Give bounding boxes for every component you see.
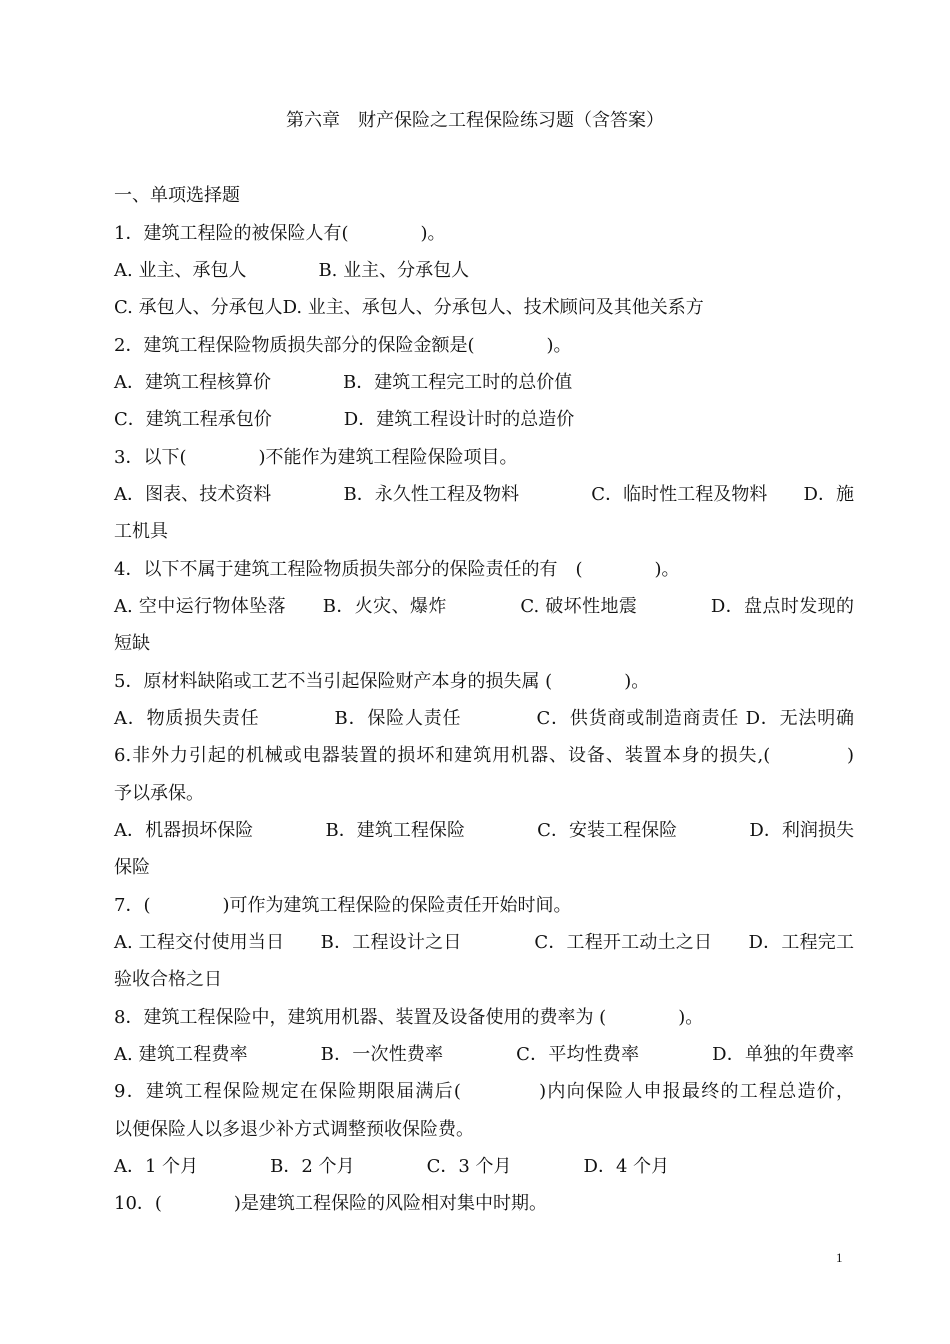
section-heading: 一、单项选择题 xyxy=(114,185,240,206)
question-1-options-cd: C. 承包人、分承包人D. 业主、承包人、分承包人、技术顾问及其他关系方 xyxy=(114,297,704,318)
question-9: 9．建筑工程保险规定在保险期限届满后( )内向保险人申报最终的工程总造价， xyxy=(114,1081,854,1102)
question-5-options: A．物质损失责任 B．保险人责任 C．供货商或制造商责任 D．无法明确 xyxy=(114,708,854,729)
question-8-options: A. 建筑工程费率 B．一次性费率 C．平均性费率 D．单独的年费率 xyxy=(114,1044,854,1065)
question-6-cont: 予以承保。 xyxy=(114,783,204,804)
question-10: 10．( )是建筑工程保险的风险相对集中时期。 xyxy=(114,1193,547,1214)
question-2-options-ab: A．建筑工程核算价 B．建筑工程完工时的总价值 xyxy=(114,372,573,393)
question-7: 7．( )可作为建筑工程保险的保险责任开始时间。 xyxy=(114,895,572,916)
question-4-options: A. 空中运行物体坠落 B．火灾、爆炸 C. 破坏性地震 D．盘点时发现的 xyxy=(114,596,855,617)
question-2-options-cd: C．建筑工程承包价 D．建筑工程设计时的总造价 xyxy=(114,409,575,430)
question-1-options-ab: A. 业主、承包人 B. 业主、分承包人 xyxy=(114,260,470,281)
question-5: 5．原材料缺陷或工艺不当引起保险财产本身的损失属 ( )。 xyxy=(114,671,650,692)
page-number: 1 xyxy=(836,1250,843,1265)
question-3: 3．以下( )不能作为建筑工程险保险项目。 xyxy=(114,447,518,468)
question-4: 4．以下不属于建筑工程险物质损失部分的保险责任的有 ( )。 xyxy=(114,559,680,580)
question-9-options: A．1 个月 B．2 个月 C．3 个月 D．4 个月 xyxy=(114,1156,670,1177)
question-4-options-cont: 短缺 xyxy=(114,633,150,654)
question-2: 2．建筑工程保险物质损失部分的保险金额是( )。 xyxy=(114,335,572,356)
question-3-options-cont: 工机具 xyxy=(114,521,168,542)
question-7-options-cont: 验收合格之日 xyxy=(114,969,222,990)
question-3-options: A．图表、技术资料 B．永久性工程及物料 C．临时性工程及物料 D．施 xyxy=(114,484,854,505)
question-7-options: A. 工程交付使用当日 B．工程设计之日 C．工程开工动土之日 D．工程完工 xyxy=(114,932,854,953)
question-6-options-cont: 保险 xyxy=(114,857,150,878)
question-6-options: A．机器损坏保险 B．建筑工程保险 C．安装工程保险 D．利润损失 xyxy=(114,820,854,841)
question-6: 6.非外力引起的机械或电器装置的损坏和建筑用机器、设备、装置本身的损失,( ) xyxy=(114,745,854,766)
question-1: 1．建筑工程险的被保险人有( )。 xyxy=(114,223,446,244)
page-title: 第六章 财产保险之工程保险练习题（含答案） xyxy=(286,110,664,131)
question-8: 8．建筑工程保险中，建筑用机器、装置及设备使用的费率为 ( )。 xyxy=(114,1007,704,1028)
question-9-cont: 以便保险人以多退少补方式调整预收保险费。 xyxy=(114,1119,474,1140)
